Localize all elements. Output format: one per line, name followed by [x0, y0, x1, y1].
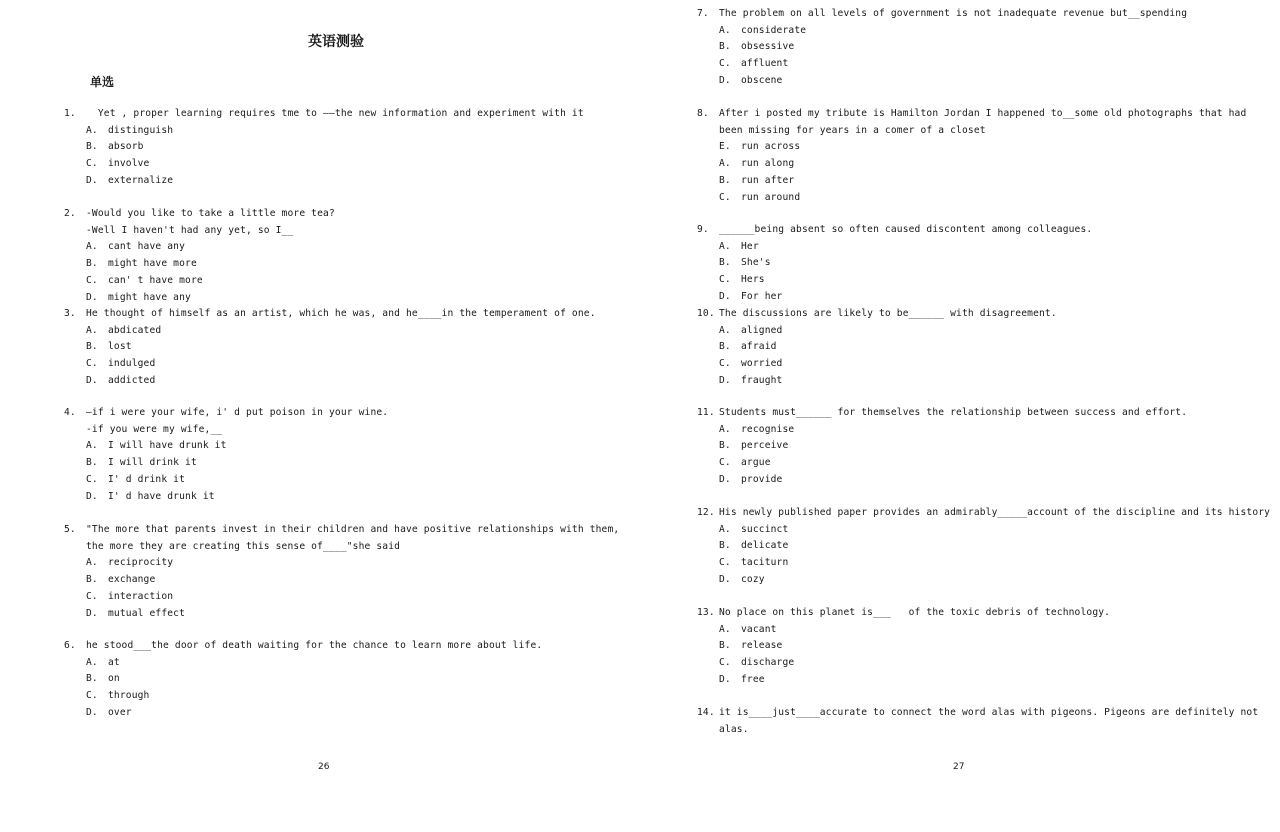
option-text: I will have drunk it: [108, 440, 227, 452]
option-letter: A.: [719, 523, 731, 535]
option-b: [64, 572, 619, 589]
question-text-line: been missing for years in a comer of a closet: [719, 124, 986, 136]
option-c: [64, 156, 584, 173]
option-letter: D.: [719, 673, 731, 685]
option-text: For her: [741, 290, 783, 302]
page-number: 26: [318, 762, 330, 772]
option-text: provide: [741, 473, 783, 485]
option-letter: D.: [86, 374, 98, 386]
option-c: [64, 273, 335, 290]
option-text: vacant: [741, 623, 777, 635]
option-c: [697, 455, 1187, 472]
question-number: 6.: [64, 640, 76, 651]
option-text: indulged: [108, 358, 156, 370]
option-text: succinct: [741, 523, 789, 535]
option-e: [697, 139, 1246, 156]
option-text: worried: [741, 358, 783, 370]
question-text: -Would you like to take a little more tea?: [86, 208, 335, 219]
option-b: [697, 339, 1057, 356]
option-letter: D.: [719, 374, 731, 386]
question-3: [64, 306, 596, 390]
question-number: 10.: [697, 308, 715, 319]
option-d: [64, 290, 335, 307]
option-letter: A.: [86, 557, 98, 569]
option-a: [697, 323, 1057, 340]
option-text: fraught: [741, 374, 783, 386]
option-letter: D.: [719, 573, 731, 585]
question-number: 1.: [64, 108, 76, 119]
question-number: 5.: [64, 524, 76, 535]
page-right: [640, 0, 1280, 832]
option-a: [64, 323, 596, 340]
question-12: [697, 505, 1270, 589]
question-10: [697, 306, 1057, 390]
option-c: [697, 655, 1110, 672]
question-text: No place on this planet is___ of the toxic debris of technology.: [719, 607, 1111, 618]
option-a: [697, 239, 1092, 256]
option-letter: A.: [719, 240, 731, 252]
question-text-line: alas.: [719, 723, 749, 735]
option-letter: D.: [86, 291, 98, 303]
option-text: externalize: [108, 174, 174, 186]
option-text: taciturn: [741, 557, 789, 569]
question-text: —if i were your wife, i' d put poison in your wine.: [86, 407, 389, 418]
option-text: aligned: [741, 324, 783, 336]
option-letter: C.: [86, 590, 98, 602]
option-d: [697, 73, 1187, 90]
option-letter: B.: [86, 141, 98, 153]
option-text: perceive: [741, 440, 789, 452]
option-letter: B.: [719, 440, 731, 452]
option-letter: B.: [719, 257, 731, 269]
option-text: I' d drink it: [108, 473, 186, 485]
question-11: [697, 405, 1187, 489]
option-c: [697, 56, 1187, 73]
document-title: 英语测验: [308, 34, 364, 50]
option-c: [64, 356, 596, 373]
question-text: he stood___the door of death waiting for the chance to learn more about life.: [86, 640, 543, 651]
option-d: [64, 173, 584, 190]
question-number: 3.: [64, 308, 76, 319]
option-d: [697, 672, 1110, 689]
question-text: After i posted my tribute is Hamilton Jordan I happened to__some old photographs that had: [719, 108, 1247, 119]
option-letter: A.: [719, 623, 731, 635]
option-letter: C.: [719, 274, 731, 286]
option-a: [64, 655, 542, 672]
option-b: [64, 139, 584, 156]
option-text: Hers: [741, 274, 765, 286]
option-a: [697, 422, 1187, 439]
question-text: it is____just____accurate to connect the word alas with pigeons. Pigeons are definitely not: [719, 707, 1259, 718]
option-d: [64, 373, 596, 390]
option-letter: A.: [719, 324, 731, 336]
option-letter: B.: [719, 640, 731, 652]
option-text: Her: [741, 240, 759, 252]
option-letter: A.: [719, 24, 731, 36]
option-text: afraid: [741, 341, 777, 353]
option-b: [697, 173, 1246, 190]
option-text: might have more: [108, 258, 197, 270]
question-text: The problem on all levels of government is not inadequate revenue but__spending: [719, 8, 1188, 19]
option-text: abdicated: [108, 324, 162, 336]
option-text: distinguish: [108, 124, 174, 136]
option-text: through: [108, 690, 150, 702]
question-number: 12.: [697, 507, 715, 518]
option-c: [697, 555, 1270, 572]
option-a: [64, 438, 388, 455]
option-c: [697, 190, 1246, 207]
question-text: His newly published paper provides an admirably_____account of the discipline and its history: [719, 507, 1271, 518]
question-number: 8.: [697, 108, 709, 119]
question-2: [64, 206, 335, 306]
option-letter: C.: [86, 358, 98, 370]
option-text: discharge: [741, 657, 795, 669]
option-a: [64, 555, 619, 572]
option-letter: B.: [719, 41, 731, 53]
option-letter: A.: [86, 124, 98, 136]
option-b: [64, 339, 596, 356]
option-letter: C.: [86, 158, 98, 170]
option-letter: D.: [86, 706, 98, 718]
option-a: [697, 156, 1246, 173]
option-b: [697, 538, 1270, 555]
option-text: delicate: [741, 540, 789, 552]
question-14: [697, 705, 1258, 738]
option-letter: C.: [719, 58, 731, 70]
option-letter: A.: [719, 423, 731, 435]
option-text: argue: [741, 457, 771, 469]
option-a: [697, 522, 1270, 539]
section-title: 单选: [90, 75, 115, 89]
question-text-line: the more they are creating this sense of____"she said: [86, 540, 401, 552]
option-c: [697, 356, 1057, 373]
question-number: 9.: [697, 224, 709, 235]
question-number: 14.: [697, 707, 715, 718]
option-letter: B.: [86, 574, 98, 586]
option-letter: C.: [719, 557, 731, 569]
option-text: She's: [741, 257, 771, 269]
question-number: 2.: [64, 208, 76, 219]
option-letter: A.: [86, 656, 98, 668]
option-c: [697, 272, 1092, 289]
question-1: [64, 106, 584, 190]
question-9: [697, 222, 1092, 306]
option-letter: E.: [719, 141, 731, 153]
option-text: at: [108, 656, 120, 668]
option-text: I' d have drunk it: [108, 490, 215, 502]
option-letter: C.: [719, 457, 731, 469]
option-text: affluent: [741, 58, 789, 70]
option-text: cant have any: [108, 241, 186, 253]
question-6: [64, 638, 542, 722]
option-letter: D.: [719, 473, 731, 485]
option-text: involve: [108, 158, 150, 170]
option-d: [697, 289, 1092, 306]
option-a: [64, 239, 335, 256]
question-text: Students must______ for themselves the relationship between success and effort.: [719, 407, 1188, 418]
option-c: [64, 472, 388, 489]
option-text: run around: [741, 191, 801, 203]
option-b: [697, 438, 1187, 455]
option-letter: B.: [86, 341, 98, 353]
question-text-line: -if you were my wife,__: [86, 423, 223, 435]
option-letter: D.: [719, 74, 731, 86]
option-b: [64, 455, 388, 472]
option-letter: A.: [86, 324, 98, 336]
option-letter: A.: [719, 158, 731, 170]
option-letter: D.: [86, 490, 98, 502]
option-letter: D.: [719, 290, 731, 302]
option-text: might have any: [108, 291, 191, 303]
question-8: [697, 106, 1246, 206]
option-d: [697, 472, 1187, 489]
question-number: 11.: [697, 407, 715, 418]
option-letter: C.: [86, 473, 98, 485]
page-number: 27: [953, 762, 965, 772]
option-b: [64, 671, 542, 688]
option-text: recognise: [741, 423, 795, 435]
question-number: 13.: [697, 607, 715, 618]
option-text: obscene: [741, 74, 783, 86]
option-letter: D.: [86, 607, 98, 619]
option-b: [697, 638, 1110, 655]
question-text-line: -Well I haven't had any yet, so I__: [86, 224, 294, 236]
option-text: lost: [108, 341, 132, 353]
option-b: [697, 255, 1092, 272]
option-letter: B.: [86, 258, 98, 270]
option-d: [64, 489, 388, 506]
option-a: [697, 622, 1110, 639]
option-text: reciprocity: [108, 557, 174, 569]
option-text: free: [741, 673, 765, 685]
question-text: ______being absent so often caused discontent among colleagues.: [719, 224, 1093, 235]
option-letter: D.: [86, 174, 98, 186]
option-letter: B.: [719, 341, 731, 353]
option-text: absorb: [108, 141, 144, 153]
question-4: [64, 405, 388, 505]
option-c: [64, 688, 542, 705]
option-text: mutual effect: [108, 607, 186, 619]
option-text: interaction: [108, 590, 174, 602]
option-text: on: [108, 673, 120, 685]
question-text: The discussions are likely to be______ with disagreement.: [719, 308, 1057, 319]
option-letter: B.: [719, 540, 731, 552]
option-a: [697, 23, 1187, 40]
option-text: run along: [741, 158, 795, 170]
question-5: [64, 522, 619, 622]
option-text: I will drink it: [108, 457, 197, 469]
option-text: obsessive: [741, 41, 795, 53]
option-letter: B.: [719, 174, 731, 186]
question-7: [697, 6, 1187, 90]
option-text: run after: [741, 174, 795, 186]
option-text: run across: [741, 141, 801, 153]
question-number: 4.: [64, 407, 76, 418]
question-13: [697, 605, 1110, 689]
option-letter: B.: [86, 673, 98, 685]
question-text: He thought of himself as an artist, which he was, and he____in the temperament of one.: [86, 308, 596, 319]
option-text: can' t have more: [108, 274, 203, 286]
option-d: [697, 572, 1270, 589]
option-text: addicted: [108, 374, 156, 386]
option-text: cozy: [741, 573, 765, 585]
option-letter: A.: [86, 440, 98, 452]
option-letter: C.: [86, 690, 98, 702]
option-text: release: [741, 640, 783, 652]
option-letter: C.: [86, 274, 98, 286]
option-b: [697, 39, 1187, 56]
option-d: [697, 373, 1057, 390]
option-text: exchange: [108, 574, 156, 586]
option-letter: C.: [719, 191, 731, 203]
question-text: "The more that parents invest in their children and have positive relationships with them,: [86, 524, 620, 535]
question-number: 7.: [697, 8, 709, 19]
option-text: over: [108, 706, 132, 718]
question-text: Yet , proper learning requires tme to ——the new information and experiment with it: [86, 108, 584, 119]
option-letter: C.: [719, 657, 731, 669]
option-text: considerate: [741, 24, 807, 36]
option-b: [64, 256, 335, 273]
option-letter: C.: [719, 358, 731, 370]
option-a: [64, 123, 584, 140]
option-letter: B.: [86, 457, 98, 469]
option-c: [64, 589, 619, 606]
option-letter: A.: [86, 241, 98, 253]
option-d: [64, 705, 542, 722]
option-d: [64, 606, 619, 623]
